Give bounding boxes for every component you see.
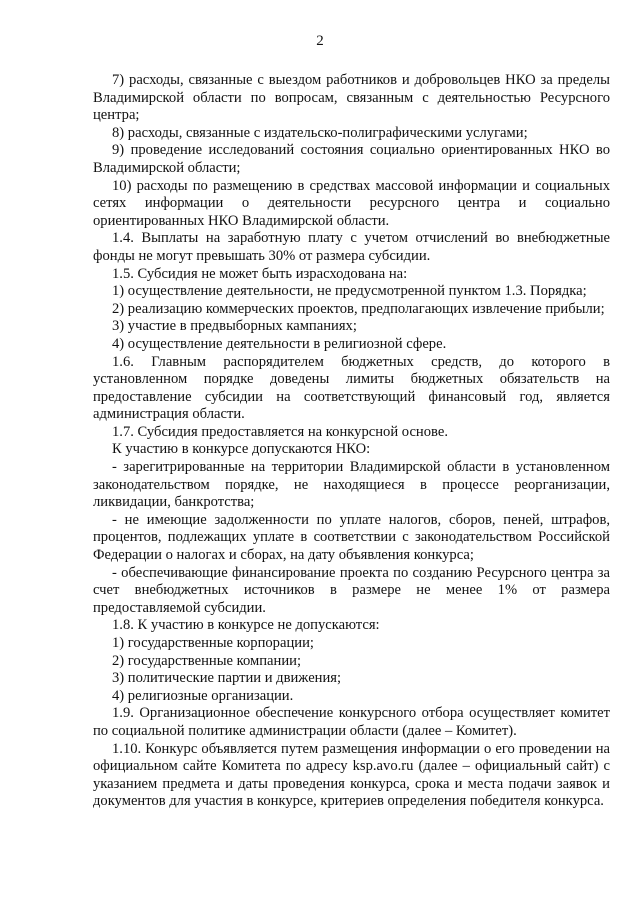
paragraph-1-4: 1.4. Выплаты на заработную плату с учетом отчислений во внебюджетные фонды не могут превышать 30% от размера субсидии. (93, 230, 610, 264)
list-item-2: 2) реализацию коммерческих проектов, предполагающих извлечение прибыли; (112, 300, 605, 317)
paragraph-item-7: 7) расходы, связанные с выездом работников и добровольцев НКО за пределы Владимирской области по вопросам, связанным с деятельностью Ресурсного центра; (93, 72, 610, 124)
eligibility-item-2: - не имеющие задолженности по уплате налогов, сборов, пеней, штрафов, процентов, подлежащих уплате в соответствии с законодательством Российской Федерации о налогах и сборах, на дату объявления конкурса; (93, 511, 610, 564)
excluded-item-4: 4) религиозные организации. (112, 687, 294, 704)
paragraph-item-9: 9) проведение исследований состояния социально ориентированных НКО во Владимирской области; (93, 142, 610, 176)
page-number: 2 (316, 33, 324, 49)
excluded-item-2: 2) государственные компании; (112, 652, 302, 669)
paragraph-1-6: 1.6. Главным распорядителем бюджетных средств, до которого в установленном порядке доведены лимиты бюджетных обязательств на предоставление субсидии на соответствующий финансовый год, является администрация области. (93, 353, 610, 423)
paragraph-1-8: 1.8. К участию в конкурсе не допускаются: (112, 617, 380, 634)
excluded-item-3: 3) политические партии и движения; (112, 670, 342, 687)
paragraph-item-10: 10) расходы по размещению в средствах массовой информации и социальных сетях информации о деятельности ресурсного центра и социально ориентированных НКО Владимирской области. (93, 177, 610, 229)
eligibility-item-1: - зарегитрированные на территории Владимирской области в установленном законодательством порядке, не находящиеся в процессе реорганизации, ликвидации, банкротства; (93, 459, 610, 511)
list-item-3: 3) участие в предвыборных кампаниях; (112, 318, 357, 335)
list-item-1: 1) осуществление деятельности, не предусмотренной пунктом 1.3. Порядка; (112, 283, 587, 300)
eligibility-intro: К участию в конкурсе допускаются НКО: (112, 441, 371, 458)
document-body (93, 72, 610, 811)
list-item-4: 4) осуществление деятельности в религиозной сфере. (112, 335, 447, 352)
excluded-item-1: 1) государственные корпорации; (112, 635, 314, 651)
paragraph-1-9: 1.9. Организационное обеспечение конкурсного отбора осуществляет комитет по социальной политике администрации области (далее – Комитет). (93, 705, 610, 739)
eligibility-item-3: - обеспечивающие финансирование проекта по созданию Ресурсного центра за счет внебюджетных источников в размере не менее 1% от размера предоставляемой субсидии. (93, 564, 610, 616)
paragraph-1-10: 1.10. Конкурс объявляется путем размещения информации о его проведении на официальном сайте Комитета по адресу ksp.avo.ru (далее – официальный сайт) с указанием предмета и даты проведения конкурса, срока и места подачи заявок и документов для участия в конкурсе, критериев определения победителя конкурса. (93, 740, 610, 810)
paragraph-1-7: 1.7. Субсидия предоставляется на конкурсной основе. (112, 423, 448, 440)
paragraph-1-5: 1.5. Субсидия не может быть израсходована на: (112, 265, 408, 282)
paragraph-item-8: 8) расходы, связанные с издательско-полиграфическими услугами; (112, 124, 528, 141)
